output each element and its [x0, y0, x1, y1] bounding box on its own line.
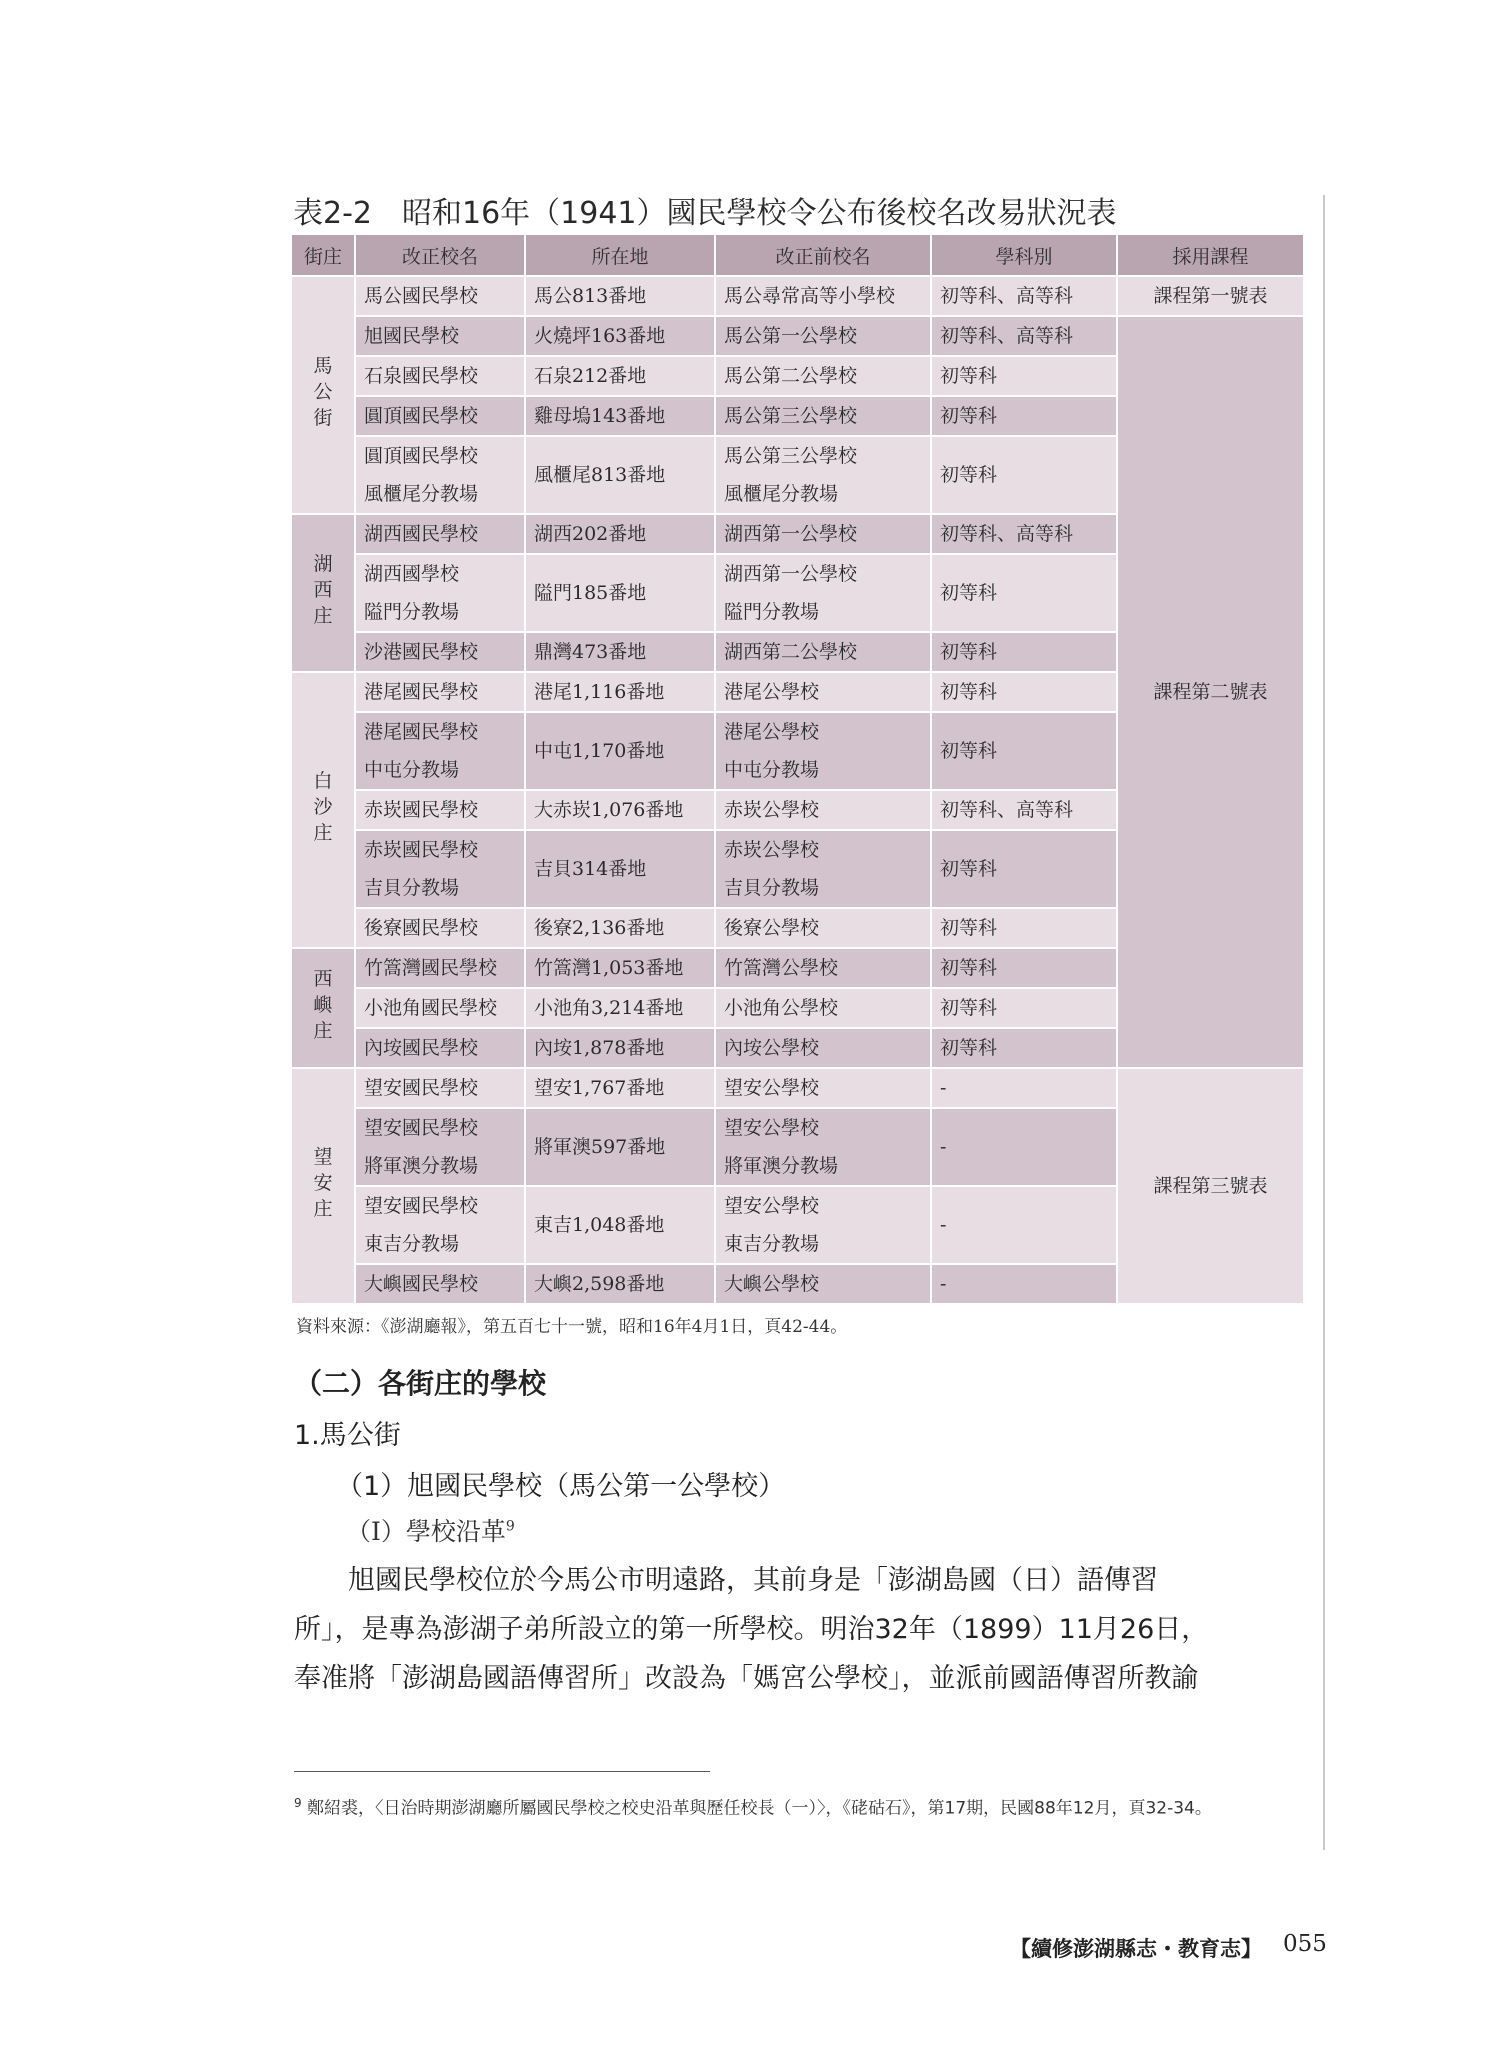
new-name-cell: [355, 1028, 525, 1068]
new-name-cell: [355, 790, 525, 830]
subheading-history: [346, 1512, 515, 1548]
new-name-cell: [355, 1264, 525, 1304]
cell-line: 望安公學校: [724, 1077, 820, 1099]
cell-line: 內垵公學校: [724, 1037, 820, 1059]
new-name-cell: [355, 396, 525, 436]
cell-line: 竹篙灣公學校: [724, 957, 839, 979]
subheading-school: （1）旭國民學校（馬公第一公學校）: [336, 1471, 786, 1502]
location-cell: 隘門185番地: [525, 554, 715, 632]
old-name-cell: [715, 908, 931, 948]
cell-line: 圓頂國民學校: [364, 405, 479, 427]
new-name-cell: [355, 632, 525, 672]
location-cell: 內垵1,878番地: [525, 1028, 715, 1068]
subject-cell: 初等科: [931, 396, 1117, 436]
cell-line: 湖西國學校: [364, 563, 460, 585]
footnote-text: 鄭紹裘，〈日治時期澎湖廳所屬國民學校之校史沿革與歷任校長（一）〉，《硓𥑮石》，第17期，民國88年12月，頁32-34。: [307, 1798, 1212, 1819]
paragraph-line: 旭國民學校位於今馬公市明遠路，其前身是「澎湖島國（日）語傳習: [294, 1565, 1158, 1596]
location-cell: 港尾1,116番地: [525, 672, 715, 712]
cell-line: 將軍澳分教場: [364, 1155, 479, 1177]
district-cell: [292, 672, 355, 948]
subject-cell: 初等科、高等科: [931, 790, 1117, 830]
new-name-cell: [355, 830, 525, 908]
source-note: 資料來源：《澎湖廳報》，第五百七十一號，昭和16年4月1日，頁42-44。: [296, 1317, 848, 1337]
col-header-district: 街庄: [292, 235, 355, 276]
subject-cell: 初等科: [931, 554, 1117, 632]
subject-cell: 初等科: [931, 436, 1117, 514]
subheading-makung: 1.馬公街: [294, 1420, 401, 1451]
location-cell: 雞母塢143番地: [525, 396, 715, 436]
subject-cell: 初等科: [931, 988, 1117, 1028]
district-cell: [292, 514, 355, 672]
cell-line: 赤崁國民學校: [364, 839, 479, 861]
cell-line: 赤崁公學校: [724, 839, 820, 861]
location-cell: 小池角3,214番地: [525, 988, 715, 1028]
old-name-cell: [715, 436, 931, 514]
district-cell: [292, 948, 355, 1068]
location-cell: 湖西202番地: [525, 514, 715, 554]
running-head: 【續修澎湖縣志・教育志】: [1010, 1936, 1262, 1961]
new-name-cell: [355, 1108, 525, 1186]
school-name-table: [292, 235, 1305, 1305]
old-name-cell: [715, 554, 931, 632]
footnote: [294, 1788, 1304, 1825]
old-name-cell: [715, 948, 931, 988]
cell-line: 望安公學校: [724, 1195, 820, 1217]
new-name-cell: [355, 356, 525, 396]
old-name-cell: [715, 830, 931, 908]
cell-line: 隘門分教場: [364, 601, 460, 623]
subject-cell: 初等科: [931, 632, 1117, 672]
location-cell: 望安1,767番地: [525, 1068, 715, 1108]
new-name-cell: [355, 948, 525, 988]
district-cell: [292, 276, 355, 514]
cell-line: 望安公學校: [724, 1117, 820, 1139]
col-header-location: 所在地: [525, 235, 715, 276]
cell-line: 旭國民學校: [364, 325, 460, 347]
location-cell: 石泉212番地: [525, 356, 715, 396]
subject-cell: -: [931, 1186, 1117, 1264]
cell-line: 風櫃尾分教場: [724, 483, 839, 505]
cell-line: 馬公第二公學校: [724, 365, 858, 387]
old-name-cell: [715, 1108, 931, 1186]
location-cell: 後寮2,136番地: [525, 908, 715, 948]
location-cell: 大嶼2,598番地: [525, 1264, 715, 1304]
district-label: 西嶼庄: [313, 968, 333, 1042]
subheading-history-label: 學校沿革: [405, 1517, 506, 1546]
cell-line: 沙港國民學校: [364, 641, 479, 663]
location-cell: 風櫃尾813番地: [525, 436, 715, 514]
item-marker: （I）: [346, 1517, 406, 1546]
old-name-cell: [715, 712, 931, 790]
new-name-cell: [355, 1186, 525, 1264]
district-label: 湖西庄: [313, 553, 333, 627]
page-number: 055: [1283, 1931, 1327, 1957]
location-cell: 馬公813番地: [525, 276, 715, 316]
location-cell: 將軍澳597番地: [525, 1108, 715, 1186]
col-header-subject: 學科別: [931, 235, 1117, 276]
cell-line: 東吉分教場: [364, 1233, 460, 1255]
cell-line: 港尾公學校: [724, 681, 820, 703]
location-cell: 吉貝314番地: [525, 830, 715, 908]
new-name-cell: [355, 276, 525, 316]
table-caption: 表2-2 昭和16年（1941）國民學校令公布後校名改易狀況表: [293, 196, 1117, 231]
cell-line: 風櫃尾分教場: [364, 483, 479, 505]
cell-line: 湖西國民學校: [364, 523, 479, 545]
cell-line: 湖西第一公學校: [724, 523, 858, 545]
body-paragraph: [294, 1556, 1306, 1703]
district-label: 馬公街: [313, 355, 333, 429]
cell-line: 竹篙灣國民學校: [364, 957, 498, 979]
district-label: 白沙庄: [313, 770, 333, 844]
table-header-row: [292, 235, 1304, 276]
cell-line: 圓頂國民學校: [364, 445, 479, 467]
subject-cell: -: [931, 1108, 1117, 1186]
district-label: 望安庄: [313, 1146, 333, 1220]
subject-cell: -: [931, 1264, 1117, 1304]
old-name-cell: [715, 1028, 931, 1068]
old-name-cell: [715, 276, 931, 316]
col-header-curriculum: 採用課程: [1117, 235, 1304, 276]
col-header-old-name: 改正前校名: [715, 235, 931, 276]
cell-line: 望安國民學校: [364, 1195, 479, 1217]
cell-line: 東吉分教場: [724, 1233, 820, 1255]
subject-cell: -: [931, 1068, 1117, 1108]
subject-cell: 初等科: [931, 356, 1117, 396]
cell-line: 港尾國民學校: [364, 681, 479, 703]
new-name-cell: [355, 672, 525, 712]
subject-cell: 初等科: [931, 1028, 1117, 1068]
cell-line: 後寮國民學校: [364, 917, 479, 939]
subject-cell: 初等科: [931, 908, 1117, 948]
old-name-cell: [715, 1186, 931, 1264]
cell-line: 馬公第三公學校: [724, 445, 858, 467]
subject-cell: 初等科: [931, 672, 1117, 712]
footnote-rule: [294, 1771, 710, 1772]
table-row: [292, 276, 1304, 316]
table-row: [292, 316, 1304, 356]
cell-line: 湖西第一公學校: [724, 563, 858, 585]
location-cell: 竹篙灣1,053番地: [525, 948, 715, 988]
curriculum-cell: 課程第二號表: [1117, 316, 1304, 1068]
cell-line: 赤崁公學校: [724, 799, 820, 821]
location-cell: 東吉1,048番地: [525, 1186, 715, 1264]
old-name-cell: [715, 356, 931, 396]
table-row: [292, 1068, 1304, 1108]
cell-line: 赤崁國民學校: [364, 799, 479, 821]
cell-line: 小池角公學校: [724, 997, 839, 1019]
cell-line: 石泉國民學校: [364, 365, 479, 387]
cell-line: 內垵國民學校: [364, 1037, 479, 1059]
cell-line: 隘門分教場: [724, 601, 820, 623]
subject-cell: 初等科: [931, 712, 1117, 790]
old-name-cell: [715, 790, 931, 830]
old-name-cell: [715, 514, 931, 554]
old-name-cell: [715, 396, 931, 436]
section-heading: （二）各街庄的學校: [294, 1367, 547, 1400]
location-cell: 中屯1,170番地: [525, 712, 715, 790]
cell-line: 大嶼公學校: [724, 1273, 820, 1295]
old-name-cell: [715, 988, 931, 1028]
cell-line: 後寮公學校: [724, 917, 820, 939]
new-name-cell: [355, 1068, 525, 1108]
new-name-cell: [355, 908, 525, 948]
cell-line: 小池角國民學校: [364, 997, 498, 1019]
cell-line: 馬公尋常高等小學校: [724, 285, 896, 307]
subject-cell: 初等科: [931, 948, 1117, 988]
cell-line: 湖西第二公學校: [724, 641, 858, 663]
cell-line: 馬公第一公學校: [724, 325, 858, 347]
cell-line: 望安國民學校: [364, 1117, 479, 1139]
location-cell: 火燒坪163番地: [525, 316, 715, 356]
cell-line: 將軍澳分教場: [724, 1155, 839, 1177]
old-name-cell: [715, 316, 931, 356]
cell-line: 馬公國民學校: [364, 285, 479, 307]
cell-line: 吉貝分教場: [724, 877, 820, 899]
district-cell: [292, 1068, 355, 1304]
old-name-cell: [715, 1264, 931, 1304]
col-header-new-name: 改正校名: [355, 235, 525, 276]
cell-line: 吉貝分教場: [364, 877, 460, 899]
new-name-cell: [355, 514, 525, 554]
cell-line: 中屯分教場: [364, 759, 460, 781]
location-cell: 鼎灣473番地: [525, 632, 715, 672]
old-name-cell: [715, 632, 931, 672]
old-name-cell: [715, 1068, 931, 1108]
location-cell: 大赤崁1,076番地: [525, 790, 715, 830]
cell-line: 馬公第三公學校: [724, 405, 858, 427]
footnote-ref: 9: [505, 1518, 515, 1535]
new-name-cell: [355, 712, 525, 790]
subject-cell: 初等科、高等科: [931, 316, 1117, 356]
cell-line: 中屯分教場: [724, 759, 820, 781]
cell-line: 望安國民學校: [364, 1077, 479, 1099]
curriculum-cell: 課程第三號表: [1117, 1068, 1304, 1304]
footnote-number: 9: [294, 1796, 302, 1810]
paragraph-line: 所」，是專為澎湖子弟所設立的第一所學校。明治32年（1899）11月26日，: [294, 1614, 1209, 1645]
subject-cell: 初等科: [931, 830, 1117, 908]
cell-line: 港尾公學校: [724, 721, 820, 743]
new-name-cell: [355, 436, 525, 514]
old-name-cell: [715, 672, 931, 712]
paragraph-line: 奉准將「澎湖島國語傳習所」改設為「媽宮公學校」，並派前國語傳習所教諭: [294, 1663, 1199, 1694]
subject-cell: 初等科、高等科: [931, 514, 1117, 554]
cell-line: 大嶼國民學校: [364, 1273, 479, 1295]
subject-cell: 初等科、高等科: [931, 276, 1117, 316]
cell-line: 港尾國民學校: [364, 721, 479, 743]
new-name-cell: [355, 554, 525, 632]
margin-rule: [1323, 195, 1325, 1850]
new-name-cell: [355, 316, 525, 356]
curriculum-cell: 課程第一號表: [1117, 276, 1304, 316]
new-name-cell: [355, 988, 525, 1028]
